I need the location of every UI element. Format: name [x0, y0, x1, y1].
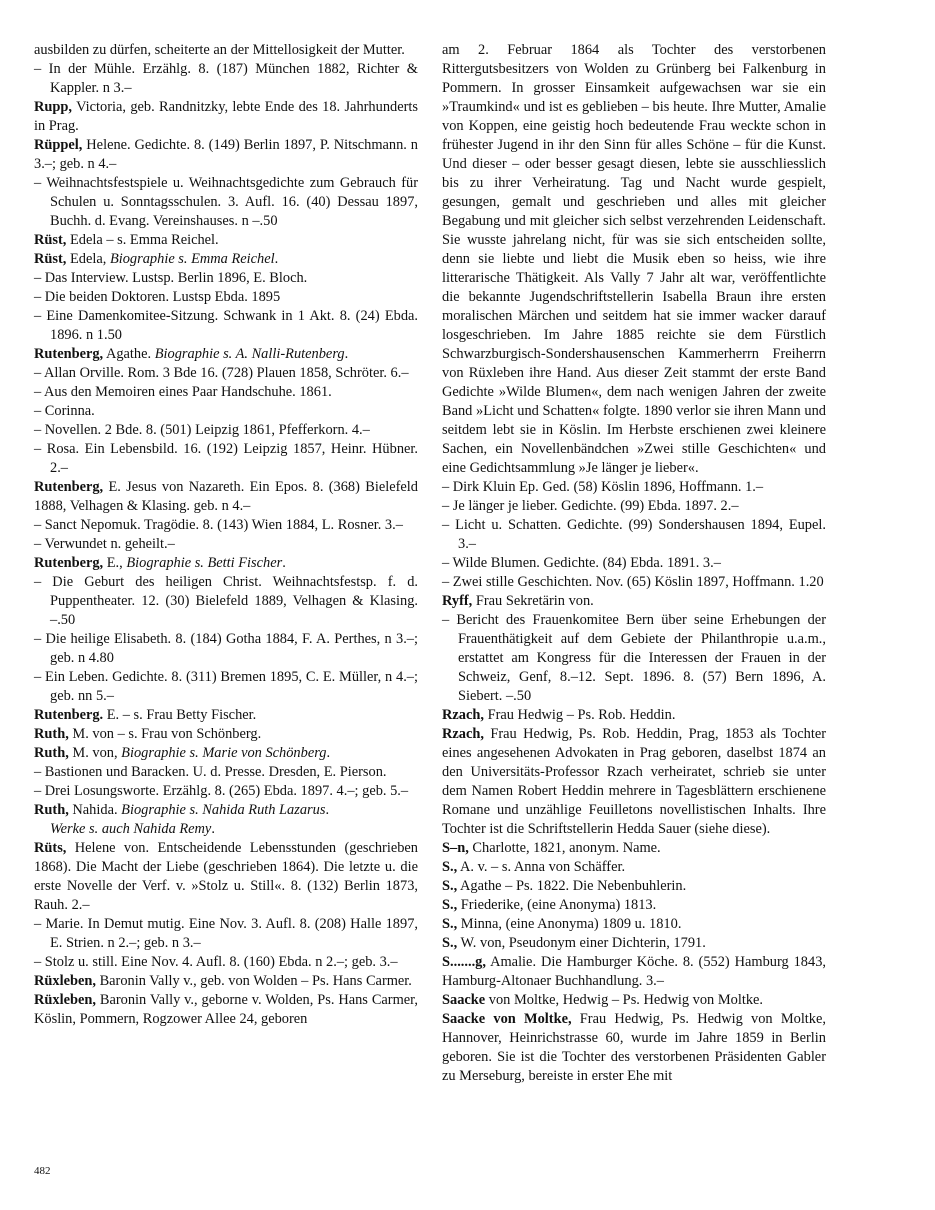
entry: S., Friederike, (eine Anonyma) 1813. — [442, 897, 657, 913]
entry: Rüst, Edela, Biographie s. Emma Reichel. — [34, 251, 279, 267]
entry: Ryff, Frau Sekretärin von. — [442, 593, 594, 609]
entry: S., W. von, Pseudonym einer Dichterin, 1791. — [442, 935, 706, 951]
entry: Ruth, M. von – s. Frau von Schönberg. — [34, 726, 262, 742]
work-item: – Dirk Kluin Ep. Ged. (58) Köslin 1896, Hoffmann. 1.– — [442, 479, 764, 495]
work-item: – Allan Orville. Rom. 3 Bde 16. (728) Plauen 1858, Schröter. 6.– — [34, 365, 409, 381]
work-item: – Aus den Memoiren eines Paar Handschuhe. 1861. — [34, 384, 332, 400]
entry: Rüts, Helene von. Entscheidende Lebensstunden (geschrieben 1868). Die Macht der Liebe (geschrieben 1864). Die letzte u. die erste Novelle der Verf. v. »Stolz u. Still«. 8. (132) Berlin 1873, Rauh. 2.– — [34, 840, 418, 913]
entry: Saacke von Moltke, Frau Hedwig, Ps. Hedwig von Moltke, Hannover, Heinrichstrasse 60, wurde im Jahre 1859 in Berlin geboren. Sie ist die Tochter des verstorbenen Präsidenten Gabler zu Merseburg, bereiste in erster Ehe mit — [442, 1011, 826, 1084]
work-item: – Eine Damenkomitee-Sitzung. Schwank in 1 Akt. 8. (24) Ebda. 1896. n 1.50 — [34, 308, 418, 343]
entry: Rüst, Edela – s. Emma Reichel. — [34, 232, 219, 248]
entry: Rzach, Frau Hedwig – Ps. Rob. Heddin. — [442, 707, 676, 723]
entry: Rupp, Victoria, geb. Randnitzky, lebte Ende des 18. Jahrhunderts in Prag. — [34, 99, 418, 134]
entry: Rutenberg, E. Jesus von Nazareth. Ein Epos. 8. (368) Bielefeld 1888, Velhagen & Klasing. geb. n 4.– — [34, 479, 418, 514]
entry: S., Minna, (eine Anonyma) 1809 u. 1810. — [442, 916, 682, 932]
entry-headword: Ryff, — [442, 593, 473, 609]
entry: S–n, Charlotte, 1821, anonym. Name. — [442, 840, 661, 856]
work-item: – Sanct Nepomuk. Tragödie. 8. (143) Wien 1884, L. Rosner. 3.– — [34, 517, 403, 533]
work-item: – Die beiden Doktoren. Lustsp Ebda. 1895 — [34, 289, 281, 305]
entry: Rüxleben, Baronin Vally v., geb. von Wolden – Ps. Hans Carmer. — [34, 973, 412, 989]
entry-headword: Rzach, — [442, 726, 484, 742]
entry: Saacke von Moltke, Hedwig – Ps. Hedwig von Moltke. — [442, 992, 763, 1008]
work-item: – Bastionen und Baracken. U. d. Presse. Dresden, E. Pierson. — [34, 764, 387, 780]
entry: S.......g, Amalie. Die Hamburger Köche. 8. (552) Hamburg 1843, Hamburg-Altonaer Buchhandlung. 3.– — [442, 954, 826, 989]
entry-headword: Rüst, — [34, 251, 67, 267]
work-item: – Zwei stille Geschichten. Nov. (65) Köslin 1897, Hoffmann. 1.20 — [442, 574, 824, 590]
entry-headword: Rutenberg, — [34, 346, 104, 362]
entry-headword: Rutenberg, — [34, 479, 104, 495]
left-column — [34, 41, 418, 1029]
right-column — [442, 41, 826, 1086]
work-item: – Rosa. Ein Lebensbild. 16. (192) Leipzig 1857, Heinr. Hübner. 2.– — [34, 441, 418, 476]
work-item: – Weihnachtsfestspiele u. Weihnachtsgedichte zum Gebrauch für Schulen u. Sonntagsschulen. 3. Aufl. 16. (40) Dessau 1897, Buchh. d. Evang. Vereinshauses. n –.50 — [34, 175, 418, 229]
entry: Rzach, Frau Hedwig, Ps. Rob. Heddin, Prag, 1853 als Tochter eines angesehenen Advokaten in Prag geboren, daselbst 1874 an den Universitäts-Professor Rzach verheiratet, schrieb sie unter dem Namen Robert Heddin mehrere in Tagesblättern erschienene Romane und unzählige Feuilletons novellistischen Inhalts. Ihre Tochter ist die Schriftstellerin Hedda Sauer (siehe diese). — [442, 726, 826, 837]
entry-headword: Rüppel, — [34, 137, 83, 153]
work-item: – Die heilige Elisabeth. 8. (184) Gotha 1884, F. A. Perthes, n 3.–; geb. n 4.80 — [34, 631, 418, 666]
entry-headword: Rüts, — [34, 840, 67, 856]
work-item: – Die Geburt des heiligen Christ. Weihnachtsfestsp. f. d. Puppentheater. 12. (30) Bielefeld 1889, Velhagen & Klasing. –.50 — [34, 574, 418, 628]
entry: Rüxleben, Baronin Vally v., geborne v. Wolden, Ps. Hans Carmer, Köslin, Pommern, Rogzower Allee 24, geboren — [34, 992, 418, 1027]
entry-headword: Ruth, — [34, 745, 69, 761]
entry-headword: S., — [442, 859, 458, 875]
work-item: – Stolz u. still. Eine Nov. 4. Aufl. 8. (160) Ebda. n 2.–; geb. 3.– — [34, 954, 398, 970]
entry: Rutenberg. E. – s. Frau Betty Fischer. — [34, 707, 257, 723]
work-item: – Novellen. 2 Bde. 8. (501) Leipzig 1861, Pfefferkorn. 4.– — [34, 422, 370, 438]
entry-continuation: am 2. Februar 1864 als Tochter des verstorbenen Rittergutsbesitzers von Wolden zu Grünberg bei Falkenburg in Pommern. In grosser Einsamkeit aufgewachsen war sie ein »Traumkind« und ist es geblieben – bis heute. Ihre Mutter, Amalie von Koppen, eine geistig hoch bedeutende Frau weckte schon in frühester Jugend in ihr den Sinn für alles Schöne – für die Kunst. Und dieser – oder besser gesagt diesen, lebte sie ausschliesslich bis zu ihrer Verheiratung. Tag und Nacht wurde gespielt, gesungen, gemalt und geschrieben und alles mit gleicher Begabung und mit gleicher sich selbst verzehrenden Leidenschaft. Sie wusste jahrelang nicht, für was sie sich entscheiden sollte, denn sie liebte und liebt die Musik eben so heiss, wie ihre litterarische Thätigkeit. Als Vally 7 Jahr alt war, veröffentlichte die bekannte Jugendschriftstellerin Isabella Braun ihre ersten moralischen Märchen und seitdem hat sie immer wacker darauf losgeschrieben. Im Jahre 1885 reichte sie dem Fürstlich Schwarzburgisch-Sondershausenschen Kammerherrn Freiherrn von Rüxleben ihre Hand. Aus dieser Zeit stammt der erste Band Gedichte »Wilde Blumen«, dem nach wenigen Jahren der zweite Band »Licht und Schatten« folgte. 1890 verlor sie ihren Mann und seitdem lebt sie in Köslin. Im Herbste erschienen zwei kleinere Sachen, ein Novellenbändchen »Zwei stille Geschichten« und eine Gedichtsammlung »Je länger je lieber«. — [442, 42, 826, 476]
work-item: – Verwundet n. geheilt.– — [34, 536, 175, 552]
entry: Ruth, M. von, Biographie s. Marie von Schönberg. — [34, 745, 331, 761]
entry: S., A. v. – s. Anna von Schäffer. — [442, 859, 626, 875]
work-item: – Licht u. Schatten. Gedichte. (99) Sondershausen 1894, Eupel. 3.– — [442, 517, 826, 552]
entry-headword: S.......g, — [442, 954, 486, 970]
entry: S., Agathe – Ps. 1822. Die Nebenbuhlerin. — [442, 878, 687, 894]
entry-headword: Rüxleben, — [34, 992, 96, 1008]
entry-headword: S., — [442, 897, 458, 913]
entry-continuation: ausbilden zu dürfen, scheiterte an der Mittellosigkeit der Mutter. — [34, 42, 405, 58]
work-item: – Wilde Blumen. Gedichte. (84) Ebda. 1891. 3.– — [442, 555, 721, 571]
entry-headword: S., — [442, 916, 458, 932]
work-item: – Drei Losungsworte. Erzählg. 8. (265) Ebda. 1897. 4.–; geb. 5.– — [34, 783, 409, 799]
entry-headword: Rutenberg, — [34, 555, 104, 571]
entry: Rutenberg, E., Biographie s. Betti Fischer. — [34, 555, 286, 571]
entry-headword: Rüxleben, — [34, 973, 96, 989]
work-item: – Bericht des Frauenkomitee Bern über seine Erhebungen der Frauenthätigkeit auf dem Gebiete der Philanthropie u.a.m., erstattet am Kongress für die Interessen der Frauen in der Schweiz, Genf, 8.–12. Sept. 1896. 8. (57) Bern 1896, A. Siebert. –.50 — [442, 612, 826, 704]
entry-headword: S., — [442, 935, 458, 951]
entry-headword: Ruth, — [34, 802, 69, 818]
entry-headword: Saacke von Moltke, — [442, 1011, 572, 1027]
work-item: – Ein Leben. Gedichte. 8. (311) Bremen 1895, C. E. Müller, n 4.–; geb. nn 5.– — [34, 669, 418, 704]
entry-headword: Rutenberg. — [34, 707, 104, 723]
entry-headword: Rüst, — [34, 232, 67, 248]
entry-headword: S., — [442, 878, 458, 894]
entry: Rutenberg, Agathe. Biographie s. A. Nalli-Rutenberg. — [34, 346, 349, 362]
entry-headword: S–n, — [442, 840, 469, 856]
entry: Rüppel, Helene. Gedichte. 8. (149) Berlin 1897, P. Nitschmann. n 3.–; geb. n 4.– — [34, 137, 418, 172]
entry-headword: Rzach, — [442, 707, 484, 723]
work-item: – In der Mühle. Erzählg. 8. (187) München 1882, Richter & Kappler. n 3.– — [34, 61, 418, 96]
page-number: 482 — [34, 1165, 51, 1177]
entry-headword: Saacke — [442, 992, 486, 1008]
work-item: – Marie. In Demut mutig. Eine Nov. 3. Aufl. 8. (208) Halle 1897, E. Strien. n 2.–; geb. n 3.– — [34, 916, 418, 951]
entry: Ruth, Nahida. Biographie s. Nahida Ruth Lazarus. Werke s. auch Nahida Remy. — [34, 802, 330, 837]
work-item: – Je länger je lieber. Gedichte. (99) Ebda. 1897. 2.– — [442, 498, 739, 514]
entry-headword: Ruth, — [34, 726, 69, 742]
entry-headword: Rupp, — [34, 99, 73, 115]
work-item: – Das Interview. Lustsp. Berlin 1896, E. Bloch. — [34, 270, 308, 286]
work-item: – Corinna. — [34, 403, 95, 419]
